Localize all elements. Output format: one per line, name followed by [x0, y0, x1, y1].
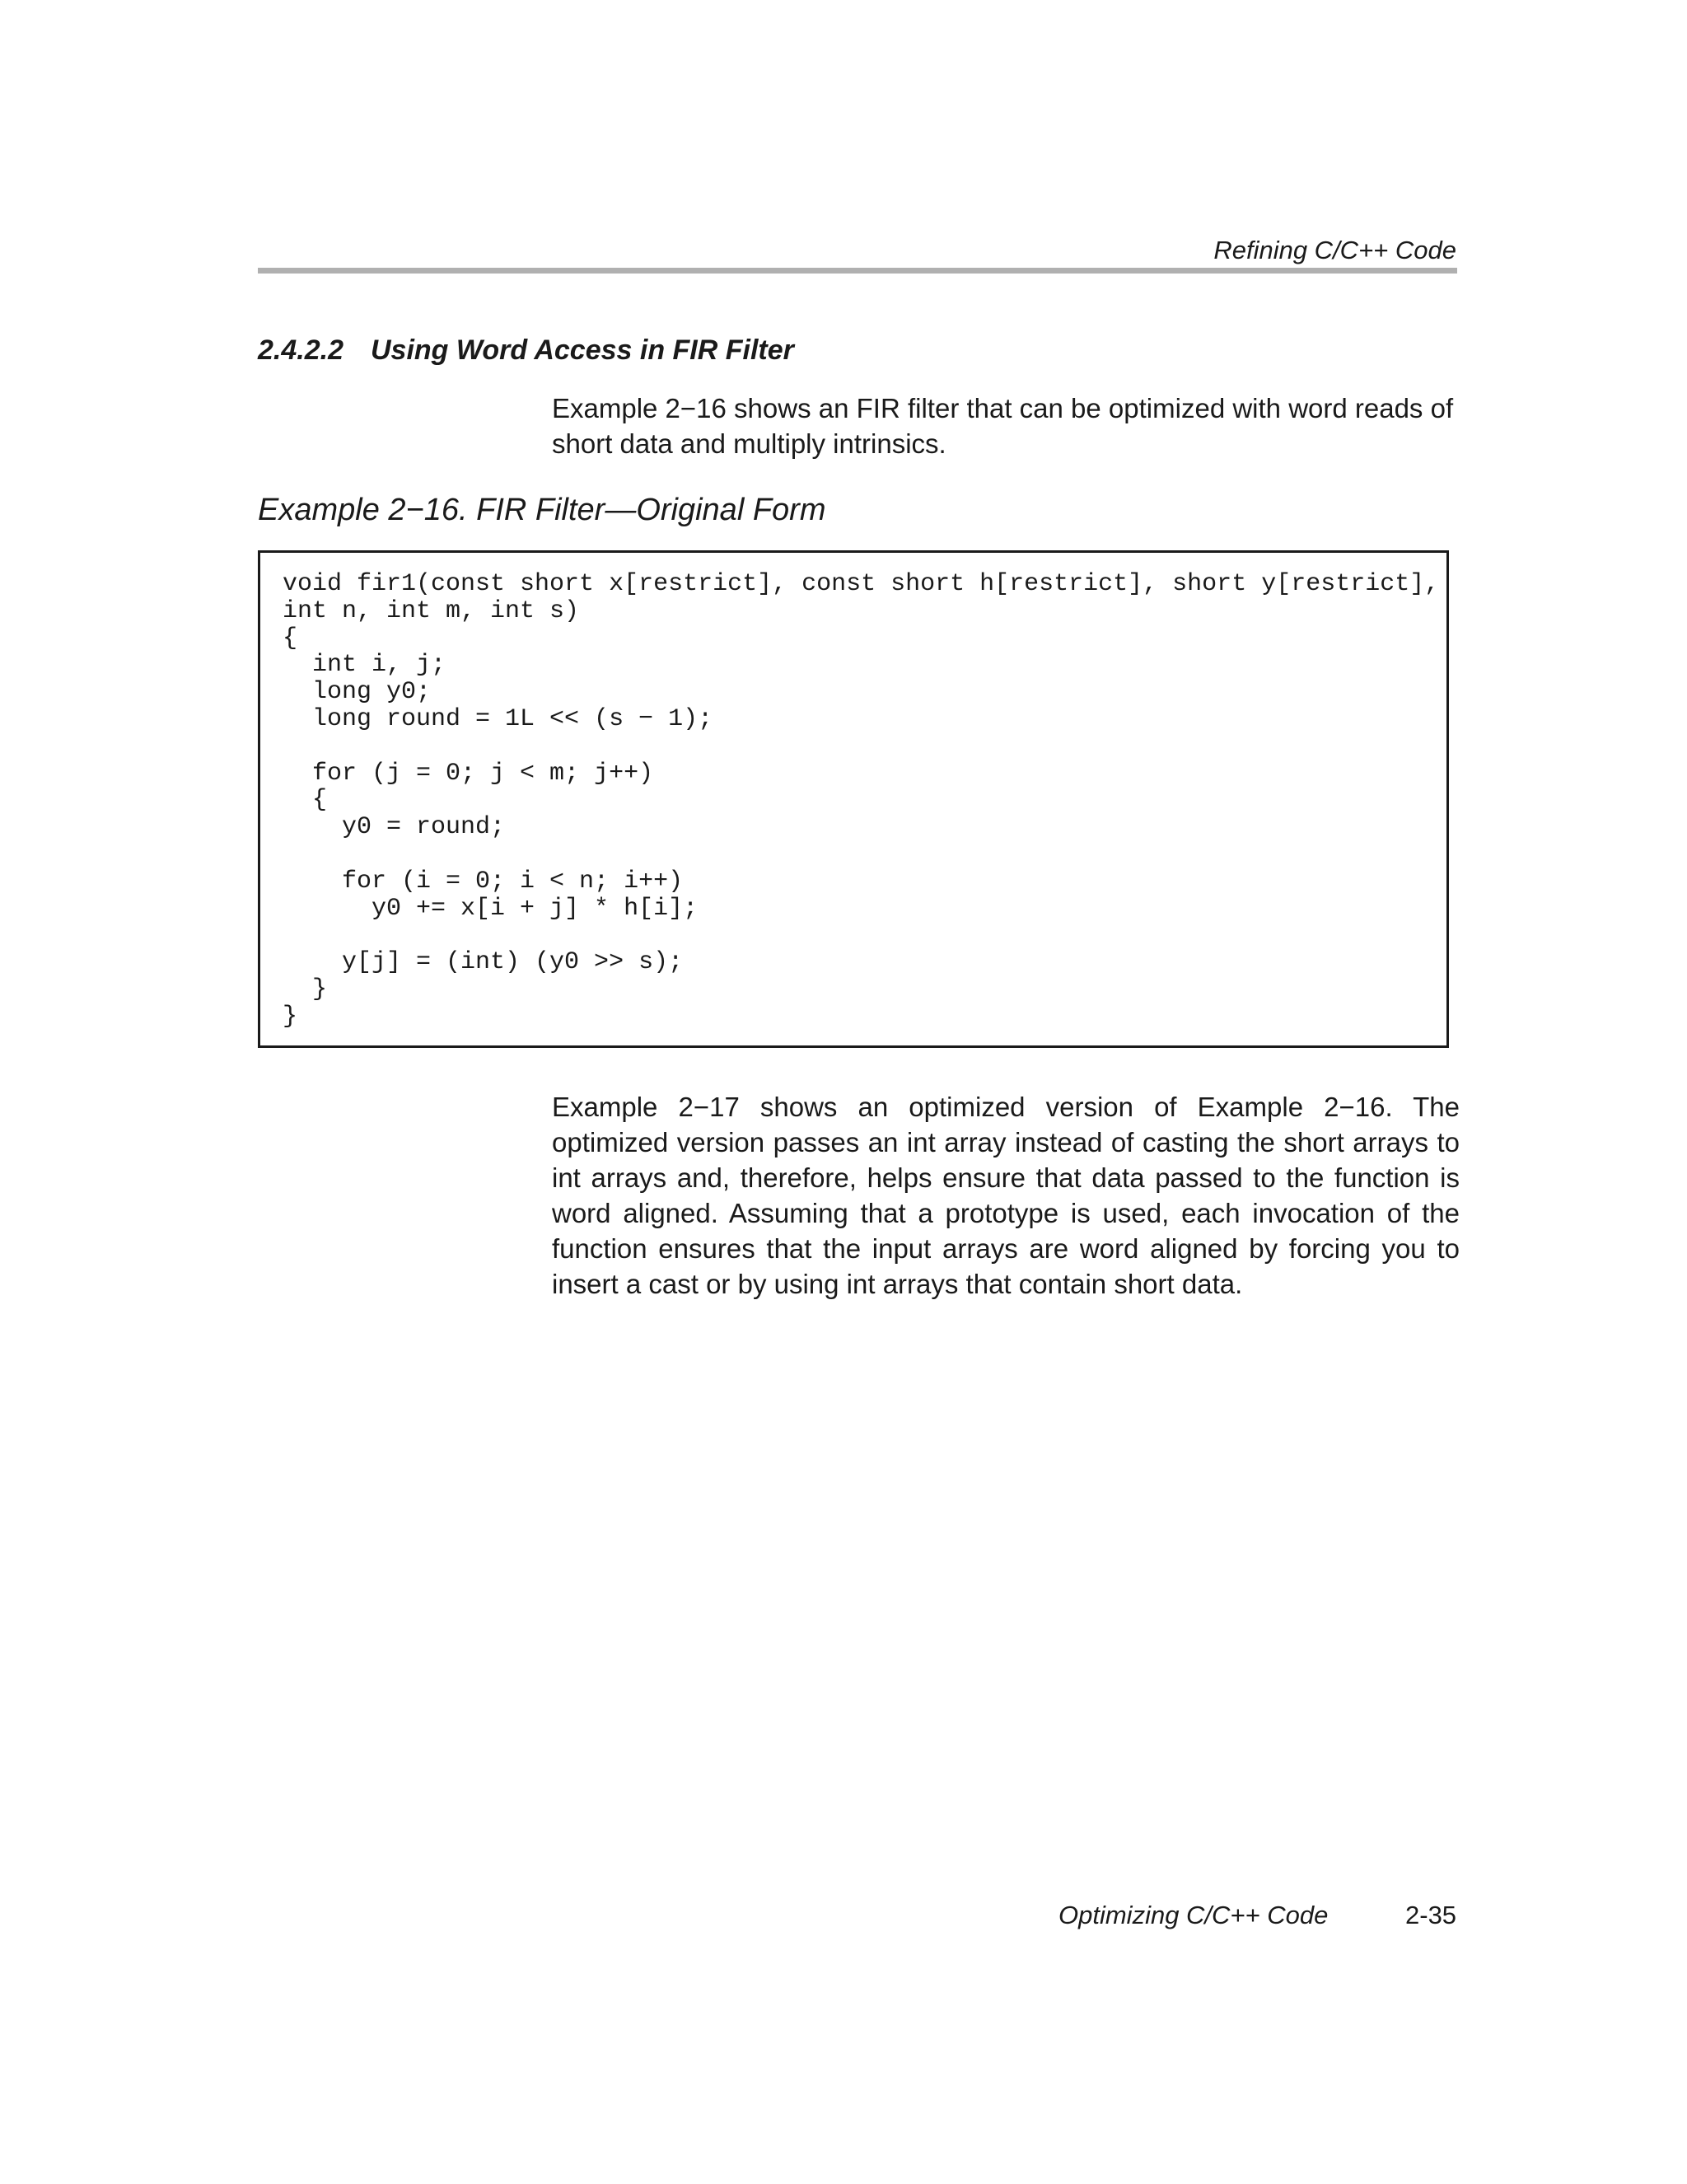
example-caption: Example 2−16. FIR Filter—Original Form: [258, 493, 826, 527]
section-number: 2.4.2.2: [258, 334, 343, 366]
header-rule: [258, 268, 1457, 274]
footer-page-number: 2-35: [1405, 1901, 1457, 1929]
code-listing-box: [258, 550, 1449, 1048]
followup-paragraph: Example 2−17 shows an optimized version of Example 2−16. The optimized version passes an int array instead of casting the short arrays to int arrays and, therefore, helps ensure that data passed to the function is word aligned. Assuming that a prototype is used, each invocation of the function ensures that the input arrays are word aligned by forcing you to insert a cast or by using int arrays that contain short data.: [552, 1092, 1460, 1299]
intro-paragraph: Example 2−16 shows an FIR filter that can be optimized with word reads of short data and multiply intrinsics.: [552, 393, 1454, 459]
footer-book-title: Optimizing C/C++ Code: [1058, 1901, 1329, 1929]
section-heading: [258, 334, 794, 367]
code-listing: void fir1(const short x[restrict], const short h[restrict], short y[restrict], int n, int m, int s) { int i, j; long y0; long round = 1L << (s − 1); for (j = 0; j < m; j++) { y0 = round; for (i = 0; i < n; i++) y0 += x[i + j] * h[i]; y[j] = (int) (y0 >> s); } }: [283, 570, 1440, 1031]
running-header-title: Refining C/C++ Code: [1213, 236, 1456, 264]
section-title: Using Word Access in FIR Filter: [371, 334, 794, 366]
